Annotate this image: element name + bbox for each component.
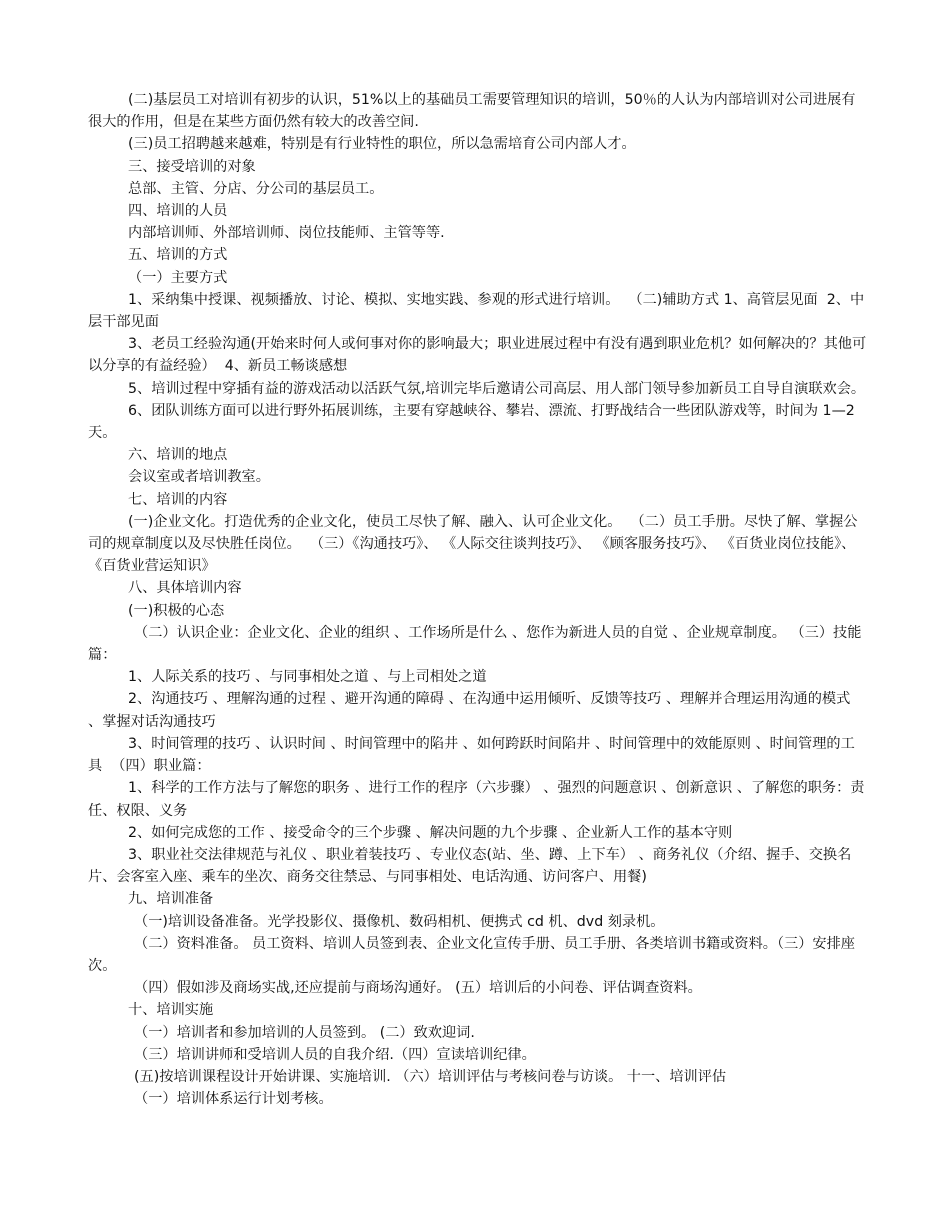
section-heading: 九、培训准备: [128, 891, 214, 908]
paragraph: （一)培训设备准备。光学投影仪、摄像机、数码相机、便携式 cd 机、dvd 刻录机。: [134, 913, 665, 930]
section-heading: 十、培训实施: [128, 1002, 214, 1019]
paragraph: (一)企业文化。打造优秀的企业文化，使员工尽快了解、融入、认可企业文化。 （二）员工手册。尽快了解、掌握公司的规章制度以及尽快胜任岗位。 （三）《沟通技巧》、 《人际交往谈判技巧》、 《顾客服务技巧》、 《百货业岗位技能》、 《百货业营运知识》: [88, 513, 860, 575]
paragraph: (二)基层员工对培训有初步的认识，51%以上的基础员工需要管理知识的培训，50％的人认为内部培训对公司进展有很大的作用，但是在某些方面仍然有较大的改善空间.: [88, 92, 856, 131]
paragraph: (三)员工招聘越来越难，特别是有行业特性的职位，所以急需培育公司内部人才。: [128, 136, 636, 153]
paragraph: 6、团队训练方面可以进行野外拓展训练，主要有穿越峡谷、攀岩、漂流、打野战结合一些团队游戏等，时间为 1—2 天。: [88, 402, 860, 442]
section-heading: 三、接受培训的对象: [128, 158, 256, 175]
paragraph: （四）假如涉及商场实战,还应提前与商场沟通好。 (五）培训后的小问卷、评估调查资料。: [134, 980, 702, 997]
list-item: 1、科学的工作方法与了解您的职务 、进行工作的程序（六步骤） 、强烈的问题意识 、创新意识 、了解您的职务：责任、权限、义务: [88, 780, 865, 819]
list-item: 1、人际关系的技巧 、与同事相处之道 、与上司相处之道: [128, 669, 487, 686]
section-heading: 六、培训的地点: [128, 447, 228, 464]
paragraph: 总部、主管、分店、分公司的基层员工。: [128, 180, 384, 197]
document-body: [88, 89, 868, 1110]
paragraph: (五)按培训课程设计开始讲课、实施培训. （六）培训评估与考核问卷与访谈。 十一、培训评估: [134, 1068, 727, 1085]
paragraph: 会议室或者培训教室。: [128, 469, 270, 486]
section-heading: 七、培训的内容: [128, 491, 228, 508]
list-item: 2、沟通技巧 、理解沟通的过程 、避开沟通的障碍 、在沟通中运用倾听、反馈等技巧 、理解并合理运用沟通的模式 、掌握对话沟通技巧: [88, 691, 855, 730]
paragraph: （三）培训讲师和受培训人员的自我介绍.（四）宣读培训纪律。: [134, 1046, 536, 1063]
list-item: 3、时间管理的技巧 、认识时间 、时间管理中的陷井 、如何跨跃时间陷井 、时间管理中的效能原则 、时间管理的工具 （四）职业篇：: [88, 735, 855, 775]
paragraph: （一）培训者和参加培训的人员签到。 (二）致欢迎词.: [134, 1024, 475, 1041]
list-item: 3、职业社交法律规范与礼仪 、职业着装技巧 、专业仪态(站、坐、蹲、上下车） 、商务礼仪（介绍、握手、交换名片、会客室入座、乘车的坐次、商务交往禁忌、与同事相处、电话沟通、访问客户、用餐): [88, 846, 852, 886]
paragraph: 内部培训师、外部培训师、岗位技能师、主管等等.: [128, 225, 445, 242]
paragraph: 1、采纳集中授课、视频播放、讨论、模拟、实地实践、参观的形式进行培训。 （二)辅助方式 1、高管层见面 2、中层干部见面: [88, 291, 865, 331]
subsection-heading: （一）主要方式: [128, 269, 228, 286]
paragraph: （二）认识企业：企业文化、企业的组织 、工作场所是什么 、您作为新进人员的自觉 、企业规章制度。 （三）技能篇：: [88, 624, 862, 664]
section-heading: 四、培训的人员: [128, 203, 228, 220]
paragraph: （二）资料准备。 员工资料、培训人员签到表、企业文化宣传手册、员工手册、各类培训书籍或资料。（三）安排座次。: [88, 935, 855, 974]
paragraph: 3、老员工经验沟通(开始来时何人或何事对你的影响最大；职业进展过程中有没有遇到职业危机？如何解决的？其他可以分享的有益经验） 4、新员工畅谈感想: [88, 336, 867, 375]
section-heading: 八、具体培训内容: [128, 580, 242, 597]
paragraph: 5、培训过程中穿插有益的游戏活动以活跃气氛,培训完毕后邀请公司高层、用人部门领导参加新员工自导自演联欢会。: [128, 380, 866, 397]
list-item: 2、如何完成您的工作 、接受命令的三个步骤 、解决问题的九个步骤 、企业新人工作的基本守则: [128, 824, 733, 841]
paragraph: （一）培训体系运行计划考核。: [134, 1091, 333, 1108]
section-heading: 五、培训的方式: [128, 247, 228, 264]
subsection-heading: (一)积极的心态: [128, 602, 225, 619]
